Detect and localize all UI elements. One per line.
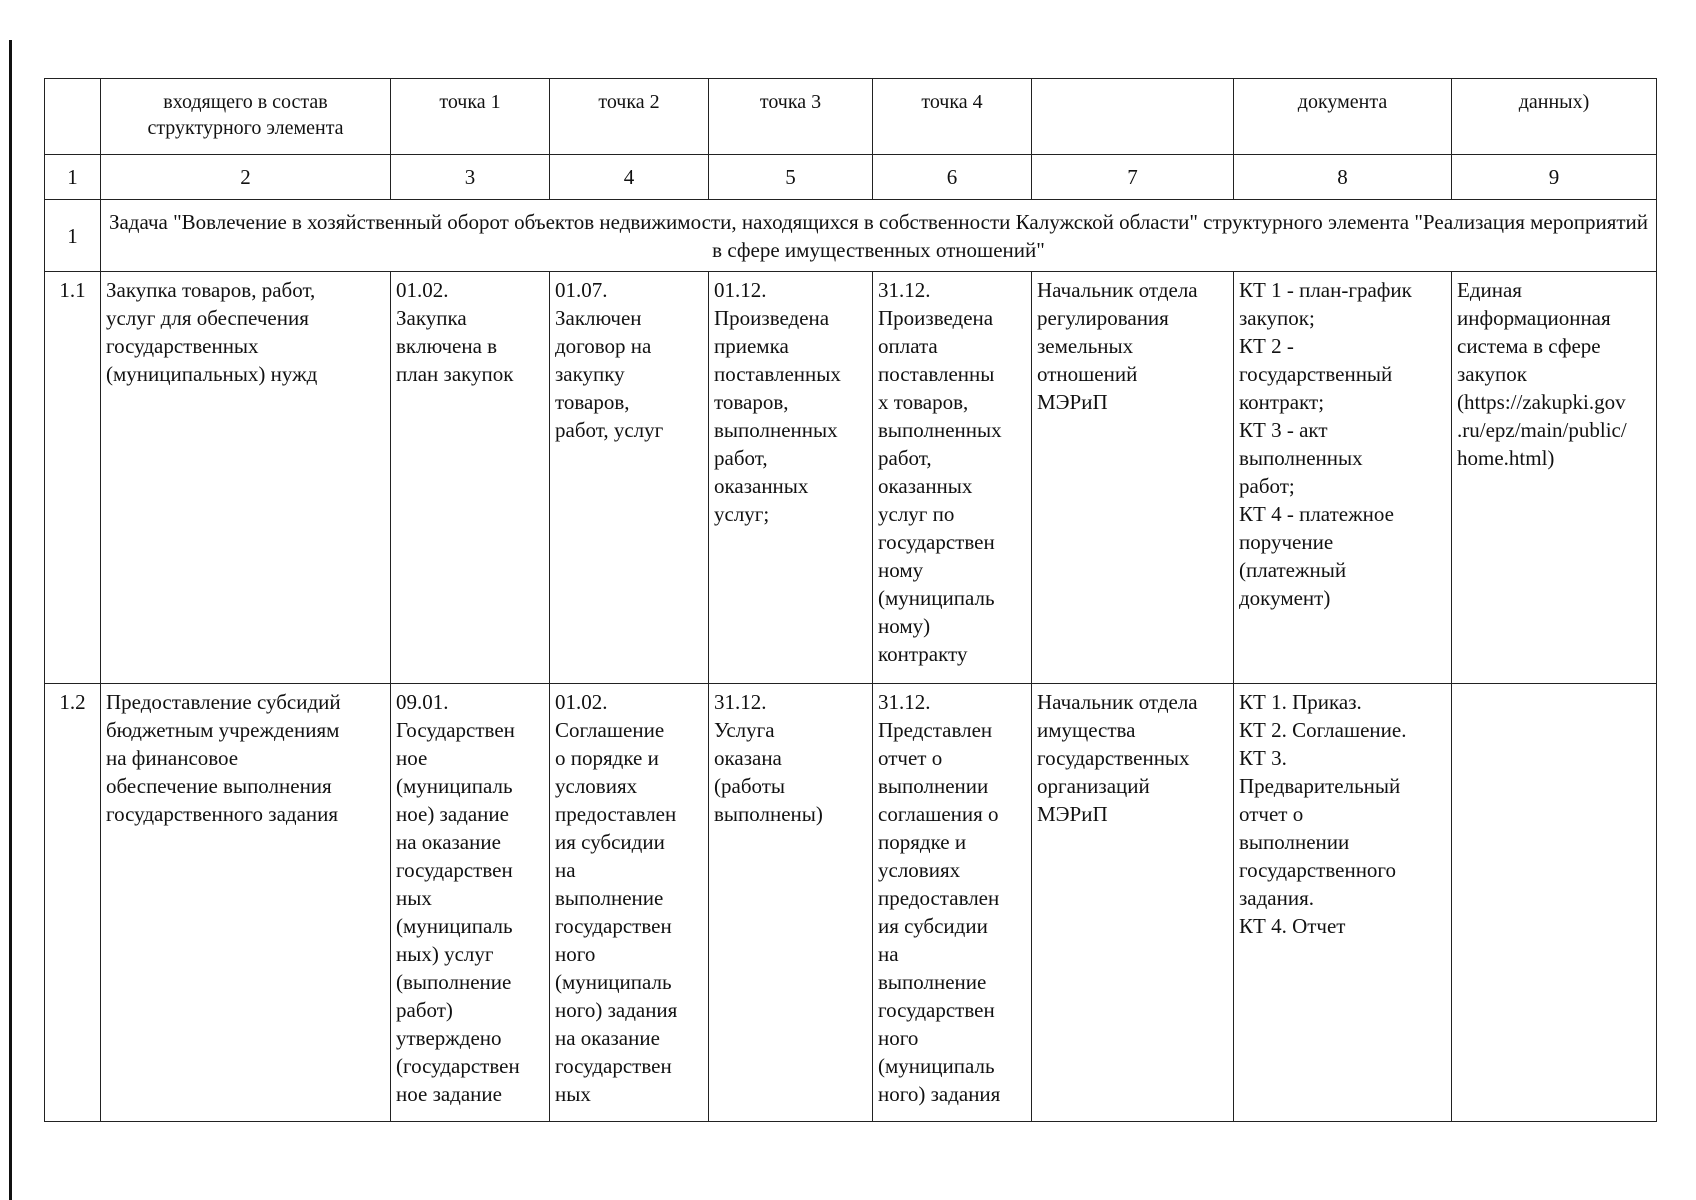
column-number: 4: [550, 155, 709, 200]
header-cell-4: точка 2: [550, 79, 709, 155]
column-numbers-row: [45, 155, 1657, 200]
confirming-document: КТ 1. Приказ. КТ 2. Соглашение. КТ 3. Предварительный отчет о выполнении государственного задания. КТ 4. Отчет: [1234, 684, 1452, 1122]
row-number: 1.1: [45, 272, 101, 684]
event-name: Предоставление субсидий бюджетным учреждениям на финансовое обеспечение выполнения государственного задания: [101, 684, 391, 1122]
header-cell-6: точка 4: [873, 79, 1032, 155]
header-cell-1: [45, 79, 101, 155]
control-points-table: [44, 78, 1657, 1122]
column-number: 3: [391, 155, 550, 200]
header-cell-5: точка 3: [709, 79, 873, 155]
control-point-2: 01.07. Заключен договор на закупку товаров, работ, услуг: [550, 272, 709, 684]
header-cell-8: документа: [1234, 79, 1452, 155]
header-cell-7: [1032, 79, 1234, 155]
confirming-document: КТ 1 - план-график закупок; КТ 2 - государственный контракт; КТ 3 - акт выполненных работ; КТ 4 - платежное поручение (платежный документ): [1234, 272, 1452, 684]
event-name: Закупка товаров, работ, услуг для обеспечения государственных (муниципальных) нужд: [101, 272, 391, 684]
header-cell-9: данных): [1452, 79, 1657, 155]
information-source: [1452, 684, 1657, 1122]
control-point-3: 31.12. Услуга оказана (работы выполнены): [709, 684, 873, 1122]
task-title: Задача "Вовлечение в хозяйственный оборот объектов недвижимости, находящихся в собственности Калужской области" структурного элемента "Реализация мероприятий в сфере имущественных отношений": [101, 200, 1657, 272]
responsible-person: Начальник отдела имущества государственных организаций МЭРиП: [1032, 684, 1234, 1122]
header-row: [45, 79, 1657, 155]
control-point-2: 01.02. Соглашение о порядке и условиях предоставлен ия субсидии на выполнение государствен ного (муниципаль ного) задания на оказание государствен ных: [550, 684, 709, 1122]
column-number: 7: [1032, 155, 1234, 200]
control-point-1: 09.01. Государствен ное (муниципаль ное) задание на оказание государствен ных (муниципаль ных) услуг (выполнение работ) утверждено (государствен ное задание: [391, 684, 550, 1122]
control-point-3: 01.12. Произведена приемка поставленных товаров, выполненных работ, оказанных услуг;: [709, 272, 873, 684]
header-cell-3: точка 1: [391, 79, 550, 155]
task-number: 1: [45, 200, 101, 272]
control-point-4: 31.12. Произведена оплата поставленны х товаров, выполненных работ, оказанных услуг по государствен ному (муниципаль ному) контракту: [873, 272, 1032, 684]
column-number: 5: [709, 155, 873, 200]
column-number: 2: [101, 155, 391, 200]
table-row: [45, 684, 1657, 1122]
column-number: 1: [45, 155, 101, 200]
responsible-person: Начальник отдела регулирования земельных отношений МЭРиП: [1032, 272, 1234, 684]
table-row: [45, 272, 1657, 684]
header-cell-2: входящего в состав структурного элемента: [101, 79, 391, 155]
information-source: Единая информационная система в сфере закупок (https://zakupki.gov .ru/epz/main/public/ home.html): [1452, 272, 1657, 684]
row-number: 1.2: [45, 684, 101, 1122]
column-number: 6: [873, 155, 1032, 200]
control-point-4: 31.12. Представлен отчет о выполнении соглашения о порядке и условиях предоставлен ия субсидии на выполнение государствен ного (муниципаль ного) задания: [873, 684, 1032, 1122]
page-margin-line: [9, 40, 12, 1200]
control-point-1: 01.02. Закупка включена в план закупок: [391, 272, 550, 684]
column-number: 9: [1452, 155, 1657, 200]
task-row: [45, 200, 1657, 272]
column-number: 8: [1234, 155, 1452, 200]
